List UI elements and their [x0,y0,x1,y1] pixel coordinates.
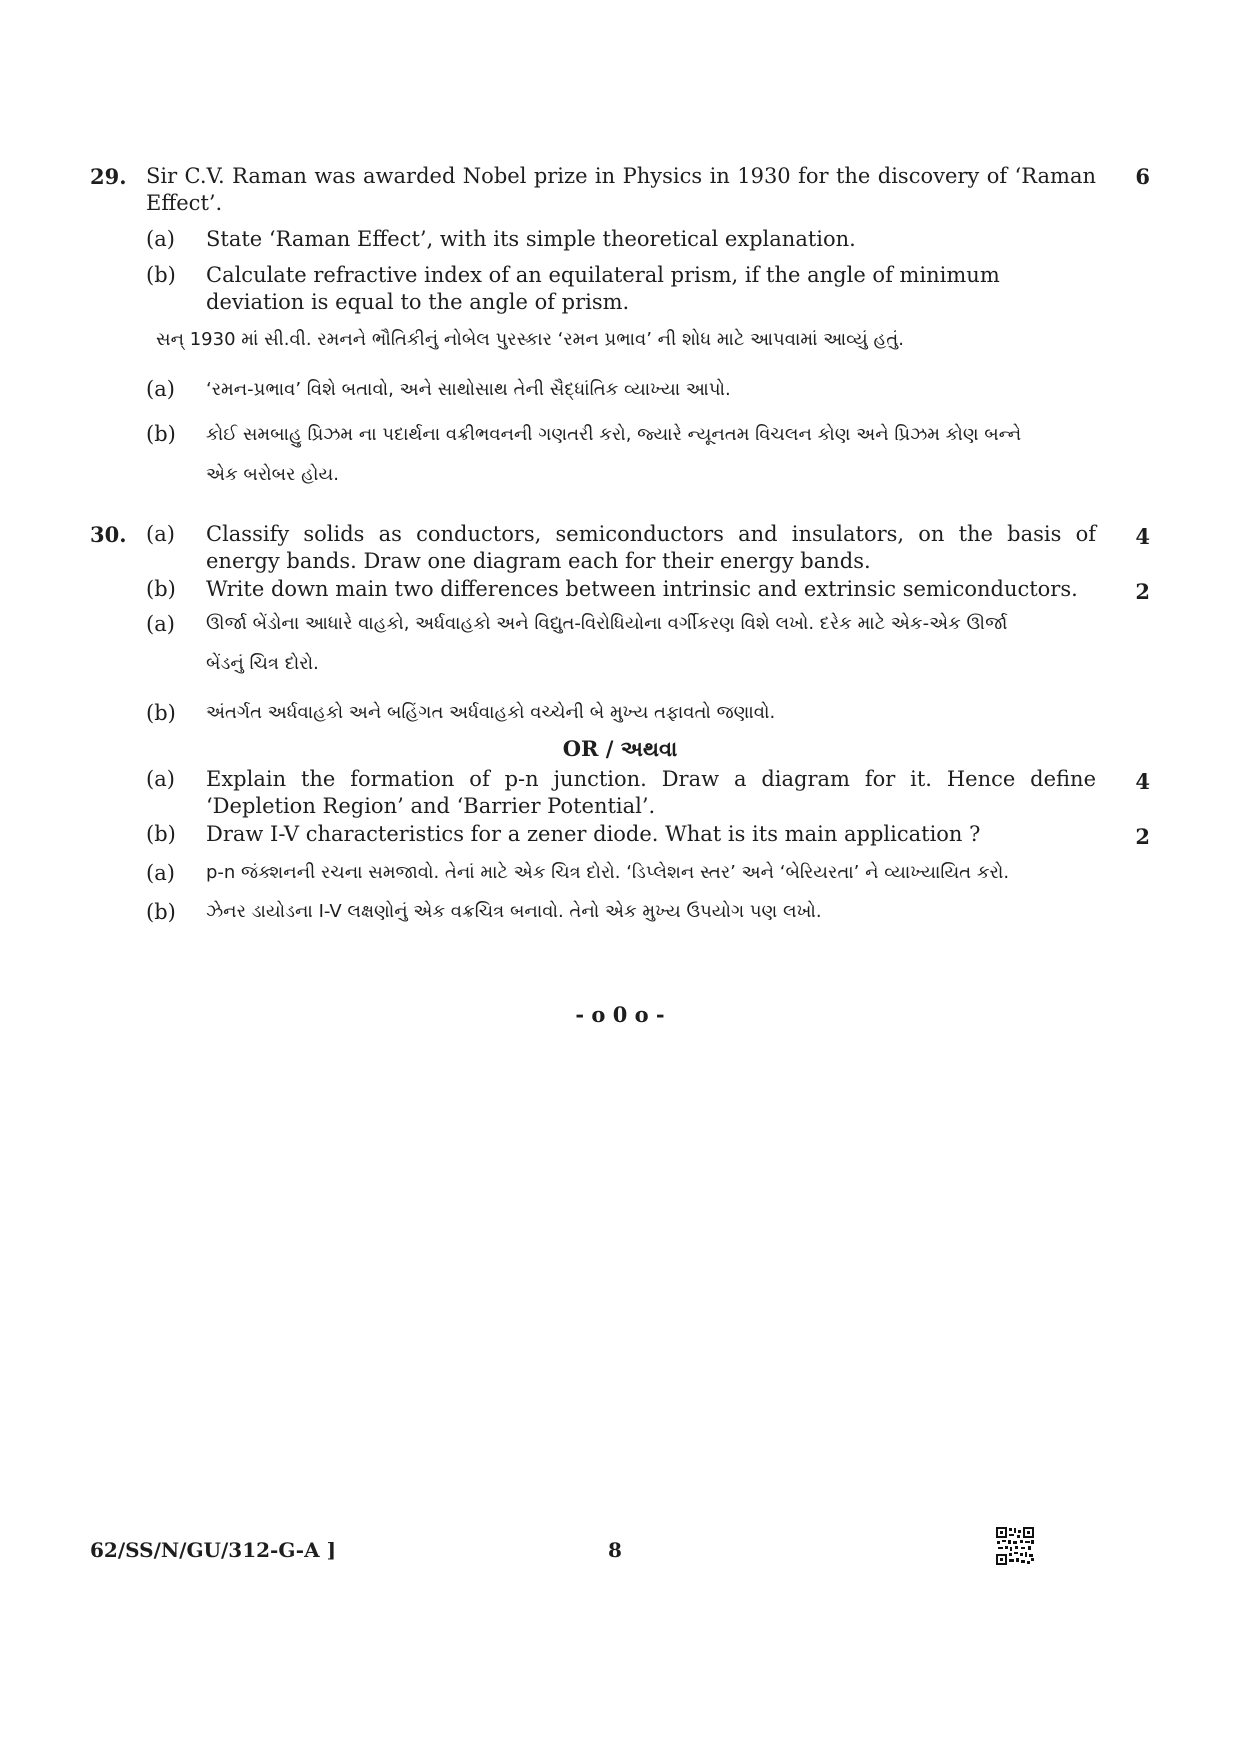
q30-or-en-a-text: Explain the formation of p-n junction. Draw a diagram for it. Hence define ‘Depletion Region’ and ‘Barrier Potential’. [206,767,1096,818]
or-divider: OR / અથવા [562,736,678,761]
end-of-paper-mark: - o 0 o - [575,1002,665,1027]
q30-en-b-label: (b) [146,577,176,601]
q29-en-b-label: (b) [146,263,176,287]
q29-en-b-text: Calculate refractive index of an equilateral prism, if the angle of minimum deviation is equal to the angle of prism. [206,263,1000,314]
q30-gu-a-text-line2: બેંડનું ચિત્ર દોરો. [206,653,319,674]
question-29-number: 29. [90,164,127,189]
q30-or-gu-b-label: (b) [146,900,176,924]
q29-gu-intro: સન્ 1930 માં સી.વી. રમનને ભૌતિકીનું નોબેલ પુરસ્કાર ‘રમન પ્રભાવ’ ની શોધ માટે આપવામાં આવ્યું હતું. [156,329,904,350]
q30-or-en-b-label: (b) [146,822,176,846]
q30-gu-b-label: (b) [146,701,176,725]
q30-or-en-b-text: Draw I-V characteristics for a zener diode. What is its main application ? [206,822,981,846]
q30-or-gu-a-text: p-n જંક્શનની રચના સમજાવો. તેનાં માટે એક ચિત્ર દોરો. ‘ડિપ્લેશન સ્તર’ અને ‘બેરિયરતા’ ને વ્યાખ્યાયિત કરો. [206,862,1010,883]
page-number: 8 [608,1538,622,1562]
q29-gu-b-text-line1: કોઈ સમબાહુ પ્રિઝમ ના પદાર્થના વક્રીભવનની ગણતરી કરો, જ્યારે ન્યૂનતમ વિચલન કોણ અને પ્રિઝમ કોણ બન્ને [206,424,1022,445]
q29-en-a-label: (a) [146,227,175,251]
question-29-intro: Sir C.V. Raman was awarded Nobel prize in Physics in 1930 for the discovery of ‘Raman Effect’. [146,164,1096,215]
q30-or-en-a-marks: 4 [1135,769,1150,794]
q30-en-a-text: Classify solids as conductors, semiconductors and insulators, on the basis of energy bands. Draw one diagram each for their energy bands. [206,522,1096,573]
q29-gu-b-label: (b) [146,422,176,446]
q30-en-b-marks: 2 [1135,579,1150,604]
paper-code: 62/SS/N/GU/312-G-A ] [90,1538,337,1562]
q30-en-a-marks: 4 [1135,524,1150,549]
question-29-marks: 6 [1135,164,1150,189]
q30-or-en-b-marks: 2 [1135,824,1150,849]
q29-gu-a-text: ‘રમન-પ્રભાવ’ વિશે બતાવો, અને સાથોસાથ તેની સૈદ્ધાંતિક વ્યાખ્યા આપો. [206,379,731,400]
q29-en-a-text: State ‘Raman Effect’, with its simple theoretical explanation. [206,227,856,251]
q29-gu-a-label: (a) [146,377,175,401]
q30-or-en-a-label: (a) [146,767,175,791]
question-30-number: 30. [90,522,127,547]
q30-en-b-text: Write down main two differences between intrinsic and extrinsic semiconductors. [206,577,1078,601]
q30-gu-a-label: (a) [146,612,175,636]
q29-gu-b-text-line2: એક બરોબર હોય. [206,464,339,485]
q30-en-a-label: (a) [146,522,175,546]
q30-gu-b-text: અંતર્ગત અર્ધવાહકો અને બહિંગત અર્ધવાહકો વચ્ચેની બે મુખ્ય તફાવતો જણાવો. [206,702,776,723]
q30-or-gu-a-label: (a) [146,861,175,885]
qr-code-icon [995,1526,1035,1566]
q30-or-gu-b-text: ઝેનર ડાયોડના I-V લક્ષણોનું એક વક્રચિત્ર બનાવો. તેનો એક મુખ્ય ઉપયોગ પણ લખો. [206,901,822,922]
q30-gu-a-text-line1: ઊર્જા બેંડોના આધારે વાહકો, અર્ધવાહકો અને વિદ્યુત-વિરોધિયોના વર્ગીકરણ વિશે લખો. દરેક માટે એક-એક ઊર્જા [206,613,1008,634]
